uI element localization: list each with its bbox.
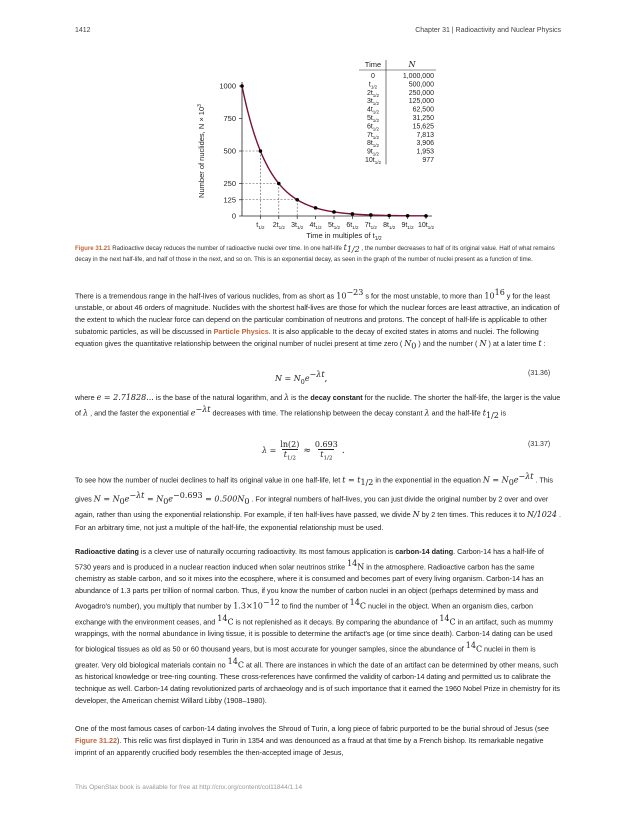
paragraph-decay-constant: where e = 2.71828... is the base of the natural logarithm, and λ is the decay constant for the nuclide. The shorter the half-life, the larger is the value of λ , and the faster the exponential $e^{-\lambda t}$ decreases with time. The relationship between the decay constant λ and the half-life $t_{1/2}$ is (75, 393, 561, 420)
decay-curve (242, 86, 426, 216)
table-n-cell: 15,625 (412, 123, 434, 131)
table-header-n: N (408, 60, 416, 69)
data-point (369, 213, 373, 217)
table-time-cell: $6t_{1/2}$ (366, 123, 380, 132)
table-n-cell: 1,000,000 (402, 73, 434, 80)
data-point (259, 149, 263, 153)
y-tick-label: 1000 (219, 81, 236, 91)
table-time-cell: $9t_{1/2}$ (366, 148, 380, 157)
y-tick-label: 500 (223, 146, 236, 156)
x-tick-label: $5t_{1/2}$ (327, 222, 341, 230)
equation-31-37: λ = $\frac{\ln(2)}{t_{1/2}}$ ≈ $\frac{0.693}{t_{1/2}}$ . (262, 440, 345, 462)
table-n-cell: 1,953 (416, 148, 434, 156)
data-point (351, 212, 355, 216)
figure-31-22-link[interactable]: Figure 31.22 (75, 736, 117, 745)
data-point (240, 84, 244, 88)
paragraph-half-life-decline: To see how the number of nuclei declines to half its original value in one half-life, let $t = t_{1/2}$ in the exponential in the equation $N = N_0e^{-\lambda t}$ . This gives $N = N_0e^{-\lambda t} = N_0e^{-0.693} = 0.500N_0$ . For integral numbers of half-lives, you can just divide the original number by 2 over and over again, rather than using the exponential relationship. For example, if ten half-lives have passed, we divide N by 2 ten times. This reduces it to N/1024 . For an arbitrary time, not just a multiple of the half-life, the exponential relationship must be used. (75, 472, 562, 532)
data-point (332, 210, 336, 214)
caption-label: Figure 31.21 (75, 245, 111, 252)
x-tick-label: $6t_{1/2}$ (346, 222, 359, 230)
data-point (406, 214, 410, 218)
data-point (295, 198, 299, 202)
table-n-cell: 62,500 (412, 106, 434, 114)
footer-note: This OpenStax book is available for free at http://cnx.org/content/col11844/1.14 (75, 784, 303, 791)
table-time-cell: $2t_{1/2}$ (366, 89, 380, 98)
x-tick-label: $t_{1/2}$ (256, 222, 265, 230)
particle-physics-link[interactable]: Particle Physics (213, 327, 269, 337)
data-point (314, 206, 318, 210)
table-n-cell: 7,813 (416, 131, 434, 139)
paragraph-shroud-of-turin: One of the most famous cases of carbon-14 dating involves the Shroud of Turin, a long piece of fabric purported to be the burial shroud of Jesus (see Figure 31.22). This relic was first displayed in Turin in 1354 and was denounced as a fraud at that time by a French bishop. Its remarkable negative imprint of an apparently crucified body resembles the then-accepted image of Jesus, (75, 724, 549, 757)
x-tick-label: $4t_{1/2}$ (309, 222, 322, 230)
table-time-cell: $3t_{1/2}$ (366, 98, 380, 107)
decay-chart (190, 56, 450, 246)
table-time-cell: $t_{1/2}$ (368, 81, 378, 90)
paragraph-radioactive-dating: Radioactive dating is a clever use of naturally occurring radioactivity. Its most famous application is carbon-14 dating. Carbon-14 has a half-life of 5730 years and is produced in a nuclear reaction induced when solar neutrinos strike $^{14}$N in the atmosphere. Radioactive carbon has the same chemistry as stable carbon, and so it mixes into the ecosphere, where it is consumed and becomes part of every living organism. Carbon-14 has an abundance of 1.3 parts per trillion of normal carbon. Thus, if you know the number of carbon nuclei in an object (perhaps determined by mass and Avogadro's number), you multiply that number by $1.3\times 10^{-12}$ to find the number of $^{14}$C nuclei in the object. When an organism dies, carbon exchange with the environment ceases, and $^{14}$C is not replenished as it decays. By comparing the abundance of $^{14}$C in an artifact, such as mummy wrappings, with the normal abundance in living tissue, it is possible to determine the artifact's age (or time since death). Carbon-14 dating can be used for biological tissues as old as 50 or 60 thousand years, but is most accurate for younger samples, since the abundance of $^{14}$C nuclei in them is greater. Very old biological materials contain no $^{14}$C at all. There are instances in which the date of an artifact can be determined by other means, such as historical knowledge or tree-ring counting. These cross-references have confirmed the validity of carbon-14 dating and permitted us to calibrate the technique as well. Carbon-14 dating revolutionized parts of archaeology and is of such importance that it earned the 1960 Nobel Prize in chemistry for its developer, the American chemist Willard Libby (1908–1980). (75, 547, 561, 705)
table-header-time: Time (364, 60, 382, 69)
equation-number-31-37: (31.37) (528, 441, 551, 448)
table-n-cell: 250,000 (408, 89, 434, 97)
table-time-cell: $7t_{1/2}$ (366, 131, 380, 140)
data-point (387, 214, 391, 218)
table-time-cell: $10t_{1/2}$ (365, 157, 381, 165)
data-point (277, 182, 281, 186)
x-tick-label: $8t_{1/2}$ (383, 222, 396, 230)
table-n-cell: 500,000 (408, 81, 434, 89)
table-time-cell: $4t_{1/2}$ (366, 106, 380, 115)
table-time-cell: $8t_{1/2}$ (366, 140, 380, 149)
x-axis-label: Time in multiples of $t_{1/2}$ (306, 231, 382, 242)
chapter-title: Chapter 31 | Radioactivity and Nuclear Physics (415, 27, 561, 34)
table-time-cell: $5t_{1/2}$ (366, 115, 380, 123)
y-tick-label: 125 (223, 195, 236, 205)
table-n-cell: 125,000 (408, 98, 434, 106)
y-tick-label: 250 (223, 179, 236, 188)
x-tick-label: $9t_{1/2}$ (401, 222, 414, 230)
equation-31-36: $N = N_0e^{-\lambda t}$, (275, 370, 328, 386)
y-tick-label: 0 (231, 211, 236, 221)
table-n-cell: 31,250 (412, 115, 434, 122)
table-n-cell: 977 (422, 157, 434, 164)
y-tick-label: 750 (223, 114, 236, 123)
x-tick-label: $2t_{1/2}$ (272, 222, 285, 230)
decay-figure (190, 56, 450, 246)
x-tick-label: $7t_{1/2}$ (364, 222, 377, 230)
table-time-cell: 0 (371, 73, 375, 80)
y-axis-label: Number of nuclides, $N \times 10^3$ (197, 104, 206, 198)
x-tick-label: $3t_{1/2}$ (291, 222, 304, 230)
table-n-cell: 3,906 (416, 140, 434, 148)
paragraph-half-life-range: There is a tremendous range in the half-lives of various nuclides, from as short as $10^{-23}$ s for the most unstable, to more than $10^{16}$ y for the least unstable, or about 46 orders of magnitude. Nuclides with the shortest half-lives are those for which the nuclear forces are least attractive, an indication of the extent to which the nuclear force can depend on the particular combination of neutrons and protons. The concept of half-life is applicable to other subatomic particles, as will be discussed in Particle Physics. It is also applicable to the decay of excited states in atoms and nuclei. The following equation gives the quantitative relationship between the original number of nuclei present at time zero ( $N_0$ ) and the number ( N ) at a later time t : (75, 288, 560, 351)
equation-number-31-36: (31.36) (528, 370, 551, 377)
figure-caption: Figure 31.21 Radioactive decay reduces the number of radioactive nuclei over time. In one half-life $t_{1/2}$ , the number decreases to half of its original value. Half of what remains decay in the next half-life, and half of those in the next, and so on. This is an exponential decay, as seen in the graph of the number of nuclei present as a function of time. (75, 243, 555, 264)
x-tick-label: $10t_{1/2}$ (418, 222, 434, 230)
page-number: 1412 (75, 27, 91, 34)
data-point (424, 214, 428, 218)
